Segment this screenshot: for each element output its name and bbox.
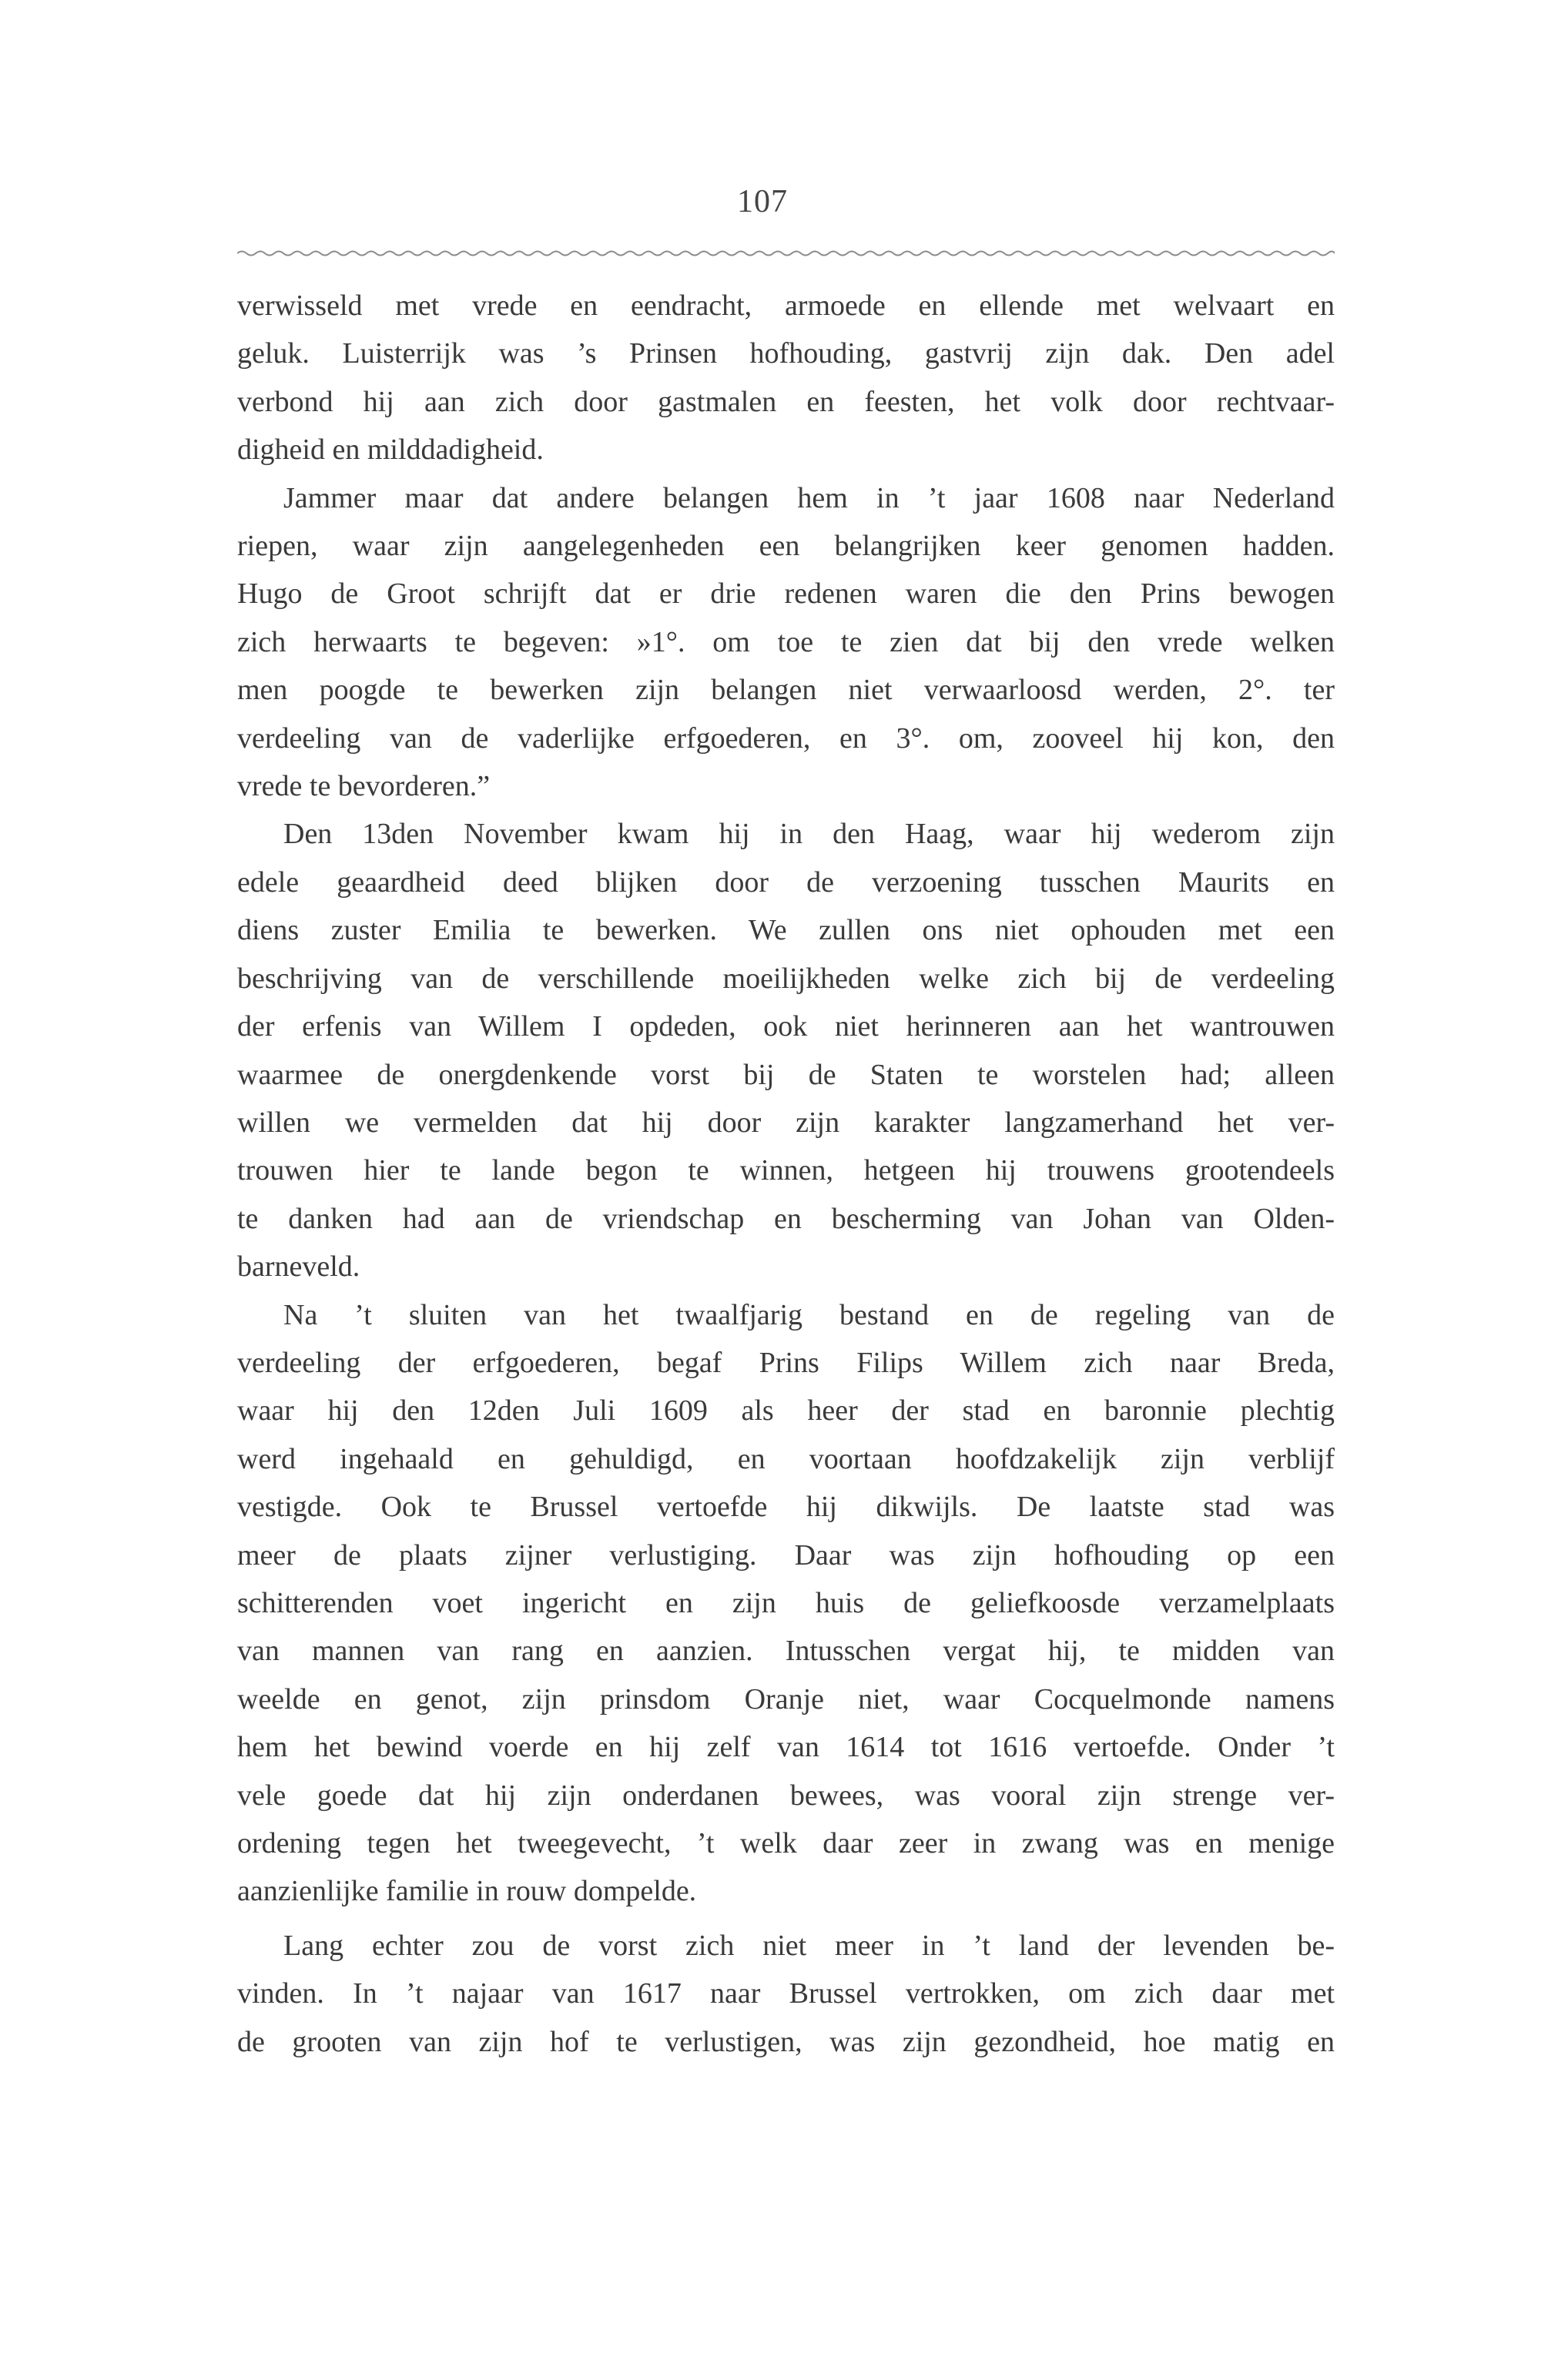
text-line: men poogde te bewerken zijn belangen niet verwaarloosd werden, 2°. ter xyxy=(237,674,1335,707)
text-line: trouwen hier te lande begon te winnen, hetgeen hij trouwens grootendeels xyxy=(237,1154,1335,1187)
text-line: geluk. Luisterrijk was ’s Prinsen hofhouding, gastvrij zijn dak. Den adel xyxy=(237,337,1335,370)
text-line: diens zuster Emilia te bewerken. We zullen ons niet ophouden met een xyxy=(237,914,1335,947)
paragraph-4 xyxy=(237,1291,1335,1916)
text-line: vrede te bevorderen.” xyxy=(237,770,491,803)
page-number: 107 xyxy=(737,184,788,219)
text-line: verbond hij aan zich door gastmalen en feesten, het volk door rechtvaar- xyxy=(237,385,1335,418)
text-line: schitterenden voet ingericht en zijn huis de geliefkoosde verzamelplaats xyxy=(237,1586,1335,1619)
text-line: verdeeling der erfgoederen, begaf Prins Filips Willem zich naar Breda, xyxy=(237,1346,1335,1379)
body-text xyxy=(237,282,1335,2066)
text-line: zich herwaarts te begeven: »1°. om toe te zien dat bij den vrede welken xyxy=(237,625,1335,658)
text-line: riepen, waar zijn aangelegenheden een belangrijken keer genomen hadden. xyxy=(237,530,1335,563)
text-line: vestigde. Ook te Brussel vertoefde hij dikwijls. De laatste stad was xyxy=(237,1491,1335,1524)
text-line: verdeeling van de vaderlijke erfgoederen, en 3°. om, zooveel hij kon, den xyxy=(237,721,1335,755)
text-line: te danken had aan de vriendschap en bescherming van Johan van Olden- xyxy=(237,1202,1335,1235)
text-line: waarmee de onergdenkende vorst bij de Staten te worstelen had; alleen xyxy=(237,1058,1335,1091)
text-line: weelde en genot, zijn prinsdom Oranje niet, waar Cocquelmonde namens xyxy=(237,1682,1335,1716)
text-line: hem het bewind voerde en hij zelf van 1614 tot 1616 vertoefde. Onder ’t xyxy=(237,1731,1335,1764)
text-line: barneveld. xyxy=(237,1250,360,1284)
text-line: verwisseld met vrede en eendracht, armoede en ellende met welvaart en xyxy=(237,290,1335,322)
paragraph-2 xyxy=(237,474,1335,811)
text-line: edele geaardheid deed blijken door de verzoening tusschen Maurits en xyxy=(237,865,1335,899)
text-line: werd ingehaald en gehuldigd, en voortaan hoofdzakelijk zijn verblijf xyxy=(237,1442,1335,1475)
text-line: willen we vermelden dat hij door zijn karakter langzamerhand het ver- xyxy=(237,1106,1335,1139)
text-line: meer de plaats zijner verlustiging. Daar was zijn hofhouding op een xyxy=(237,1538,1335,1572)
text-line: beschrijving van de verschillende moeilijkheden welke zich bij de verdeeling xyxy=(237,962,1335,995)
text-line: aanzienlijke familie in rouw dompelde. xyxy=(237,1875,697,1908)
text-line: vele goede dat hij zijn onderdanen bewees, was vooral zijn strenge ver- xyxy=(237,1779,1335,1812)
text-line: vinden. In ’t najaar van 1617 naar Brussel vertrokken, om zich daar met xyxy=(237,1977,1335,2010)
text-line: Jammer maar dat andere belangen hem in ’t jaar 1608 naar Nederland xyxy=(283,481,1335,514)
text-line: Den 13den November kwam hij in den Haag, waar hij wederom zijn xyxy=(283,818,1335,851)
text-line: ordening tegen het tweegevecht, ’t welk daar zeer in zwang was en menige xyxy=(237,1827,1335,1859)
text-line: Na ’t sluiten van het twaalfjarig bestand en de regeling van de xyxy=(283,1298,1335,1331)
paragraph-1 xyxy=(237,282,1335,474)
text-line: waar hij den 12den Juli 1609 als heer der stad en baronnie plechtig xyxy=(237,1394,1335,1428)
text-line: van mannen van rang en aanzien. Intusschen vergat hij, te midden van xyxy=(237,1635,1335,1668)
paragraph-3 xyxy=(237,810,1335,1290)
paragraph-5 xyxy=(237,1922,1335,2066)
text-line: de grooten van zijn hof te verlustigen, was zijn gezondheid, hoe matig en xyxy=(237,2025,1335,2058)
ornamental-divider xyxy=(237,248,1335,259)
text-line: digheid en milddadigheid. xyxy=(237,433,544,467)
text-line: der erfenis van Willem I opdeden, ook niet herinneren aan het wantrouwen xyxy=(237,1010,1335,1043)
text-line: Lang echter zou de vorst zich niet meer in ’t land der levenden be- xyxy=(283,1929,1335,1962)
text-line: Hugo de Groot schrijft dat er drie redenen waren die den Prins bewogen xyxy=(237,577,1335,611)
